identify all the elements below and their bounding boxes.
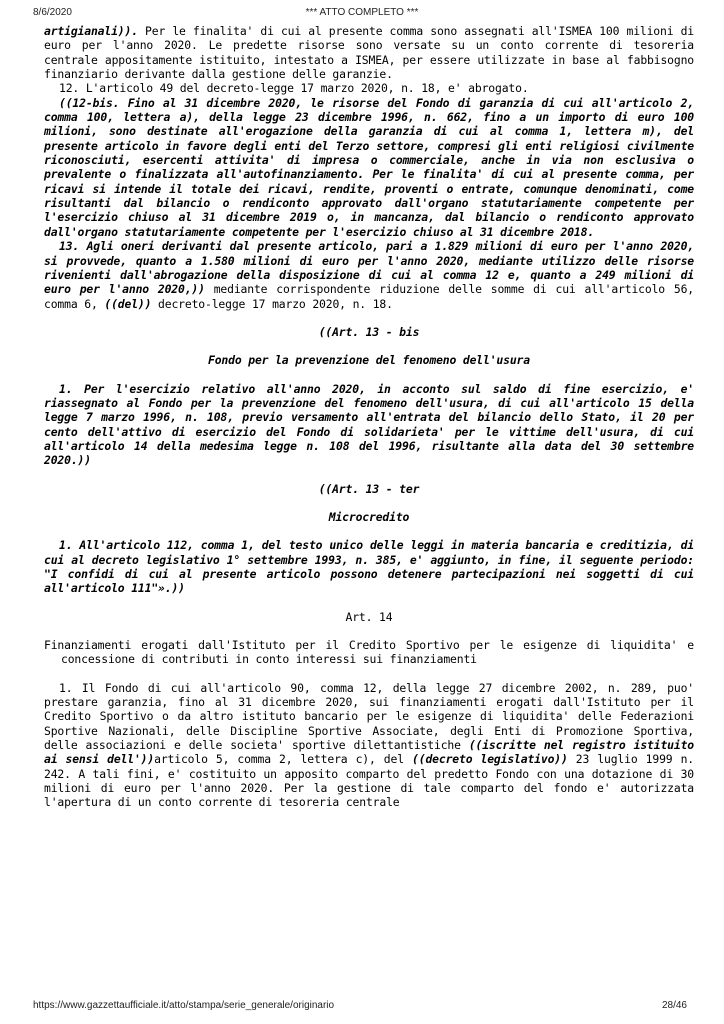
paragraph-text: Per le finalita' di cui al presente comma sono assegnati all'ISMEA 100 milioni di euro per l'anno 2020. Le predette risorse sono versate su un conto corrente di tesoreria centrale appositamente istituito, intestato a ISMEA, per essere utilizzate in base al fabbisogno finanziario derivante dalla gestione delle garanzie.	[44, 24, 694, 82]
italic-amendment: 13. Agli oneri derivanti dal presente articolo, pari a 1.829 milioni di euro per l'anno 2020, si provvede, quanto a 1.580 milioni di euro per l'anno 2020, mediante utilizzo delle risorse rivenienti dall'abrogazione della disposizione di cui al comma 12 e, quanto a 249 milioni di euro per l'anno 2020,))	[44, 239, 694, 297]
paragraph-text: 23 luglio 1999 n. 242. A tali fini, e' costituito un apposito comparto del predetto Fondo con una dotazione di 30 milioni di euro per l'anno 2020. Per la gestione di tale comparto del fondo e' autorizzata l'apertura di un conto corrente di tesoreria centrale	[44, 752, 695, 810]
article-13-ter-heading: ((Art. 13 - ter	[318, 481, 420, 496]
article-13-bis-heading: ((Art. 13 - bis	[318, 324, 420, 339]
italic-amendment: ((del))	[104, 296, 152, 311]
article-13-bis-title: Fondo per la prevenzione del fenomeno dell'usura	[208, 353, 530, 368]
italic-amendment: ((iscritte nel registro istituito ai sensi dell'))	[44, 738, 694, 767]
paragraph-text: articolo 5, comma 2, lettera c), del	[154, 752, 413, 767]
article-14-heading: Art. 14	[345, 609, 393, 624]
paragraph-13	[44, 239, 694, 311]
source-url: https://www.gazzettaufficiale.it/atto/stampa/serie_generale/originario	[33, 1000, 335, 1011]
article-13-ter-title: Microcredito	[328, 509, 410, 524]
document-body	[44, 24, 694, 810]
article-14-title: Finanziamenti erogati dall'Istituto per il Credito Sportivo per le esigenze di liquidita' e concessione di contributi in conto interessi sui finanziamenti	[44, 638, 694, 667]
italic-amendment: ((decreto legislativo))	[412, 752, 568, 767]
paragraph-12: 12. L'articolo 49 del decreto-legge 17 marzo 2020, n. 18, e' abrogato.	[59, 81, 529, 96]
paragraph-11-end	[44, 24, 694, 81]
article-14-paragraph-1	[44, 681, 694, 810]
article-13-bis-text: 1. Per l'esercizio relativo all'anno 2020, in acconto sul saldo di fine esercizio, e' riassegnato al Fondo per la prevenzione del fenomeno dell'usura, di cui all'articolo 15 della legge 7 marzo 1996, n. 108, previo versamento all'entrata del bilancio dello Stato, il 20 per cento dell'attivo di esercizio del Fondo di solidarieta' per le vittime dell'usura, di cui all'articolo 14 della medesima legge n. 108 del 1996, risultante alla data del 30 settembre 2020.))	[44, 381, 694, 468]
paragraph-text: decreto-legge 17 marzo 2020, n. 18.	[151, 296, 393, 311]
paragraph-text: 1. Il Fondo di cui all'articolo 90, comma 12, della legge 27 dicembre 2002, n. 289, puo' prestare garanzia, fino al 31 dicembre 2020, sui finanziamenti erogati dall'Istituto per il Credito Sportivo o da altro istituto bancario per le esigenze di liquidita' delle Federazioni Sportive Nazionali, delle Discipline Sportive Associate, degli Enti di Promozione Sportiva, delle associazioni e delle societa' sportive dilettantistiche	[44, 680, 694, 753]
print-title: *** ATTO COMPLETO ***	[305, 7, 419, 18]
italic-amendment: artigianali)).	[44, 24, 138, 38]
paragraph-12-bis: ((12-bis. Fino al 31 dicembre 2020, le risorse del Fondo di garanzia di cui all'articolo 2, comma 100, lettera a), della legge 23 dicembre 1996, n. 662, fino a un importo di euro 100 milioni, sono destinate all'erogazione della garanzia di cui al comma 1, lettera m), del presente articolo in favore degli enti del Terzo settore, compresi gli enti religiosi civilmente riconosciuti, esercenti attivita' di impresa o commerciale, anche in via non esclusiva o prevalente o finalizzata all'autofinanziamento. Per le finalita' di cui al presente comma, per ricavi si intende il totale dei ricavi, rendite, proventi o entrate, comunque denominati, come risultanti dal bilancio o rendiconto approvato dall'organo statutariamente competente per l'esercizio chiuso al 31 dicembre 2019 o, in mancanza, dal bilancio o rendiconto approvato dall'organo statutariamente competente per l'esercizio chiuso al 31 dicembre 2018.	[44, 95, 694, 239]
print-date: 8/6/2020	[33, 7, 72, 18]
page-number: 28/46	[661, 1000, 687, 1011]
paragraph-text: mediante corrispondente riduzione delle somme di cui all'articolo 56, comma 6,	[44, 282, 694, 311]
article-13-ter-text: 1. All'articolo 112, comma 1, del testo unico delle leggi in materia bancaria e creditizia, di cui al decreto legislativo 1° settembre 1993, n. 385, e' aggiunto, in fine, il seguente periodo: "I confidi di cui al presente articolo possono detenere partecipazioni nei soggetti di cui all'articolo 111"».))	[44, 538, 694, 596]
